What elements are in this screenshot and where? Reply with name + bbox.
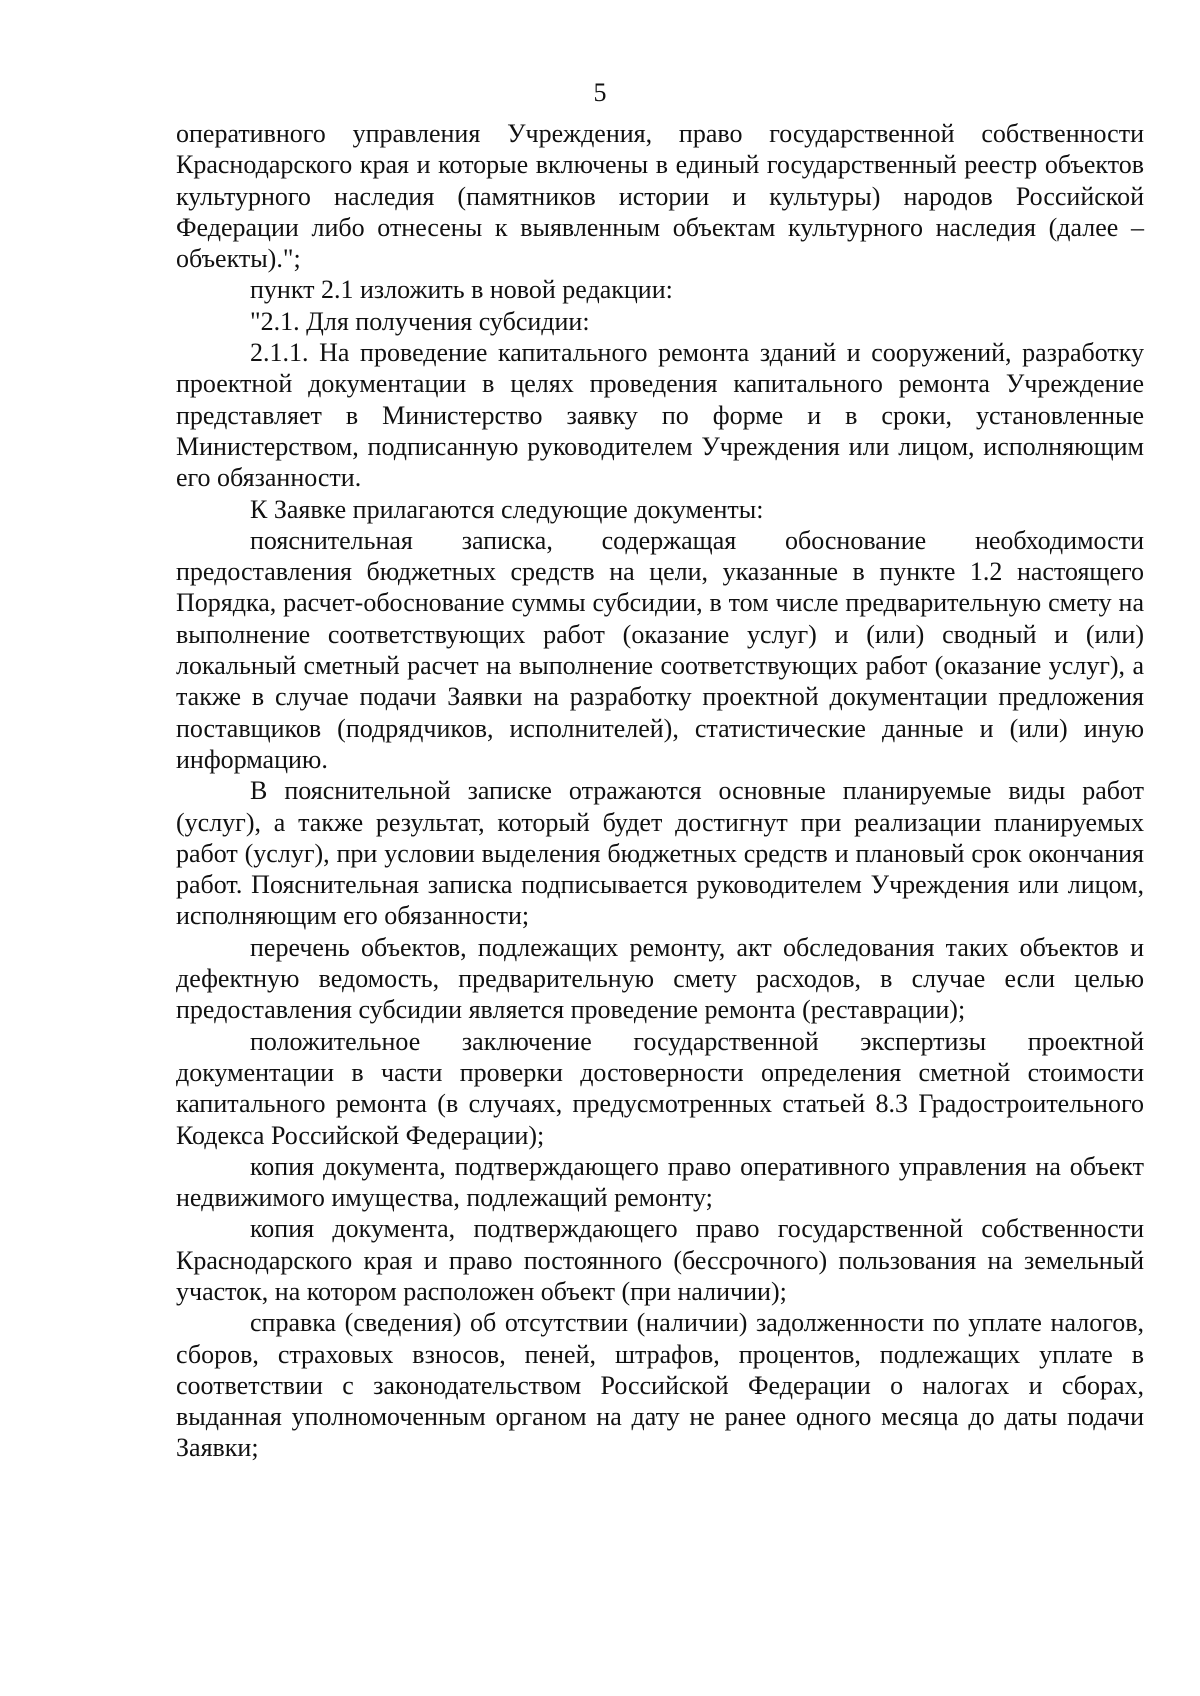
paragraph: копия документа, подтверждающего право оперативного управления на объект недвижимого имущества, подлежащий ремонту; [176, 1151, 1144, 1213]
paragraph: В пояснительной записке отражаются основные планируемые виды работ (услуг), а также результат, который будет достигнут при реализации планируемых работ (услуг), при условии выделения бюджетных средств и плановый срок окончания работ. Пояснительная записка подписывается руководителем Учреждения или лицом, исполняющим его обязанности; [176, 776, 1144, 931]
document-body [176, 118, 1144, 1464]
paragraph: перечень объектов, подлежащих ремонту, акт обследования таких объектов и дефектную ведомость, предварительную смету расходов, в случае если целью предоставления субсидии является проведение ремонта (реставрации); [176, 932, 1144, 1025]
paragraph: оперативного управления Учреждения, право государственной собственности Краснодарского края и которые включены в единый государственный реестр объектов культурного наследия (памятников истории и культуры) народов Российской Федерации либо отнесены к выявленным объектам культурного наследия (далее – объекты)."; [176, 119, 1144, 274]
paragraph: пояснительная записка, содержащая обоснование необходимости предоставления бюджетных средств на цели, указанные в пункте 1.2 настоящего Порядка, расчет-обоснование суммы субсидии, в том числе предварительную смету на выполнение соответствующих работ (оказание услуг) и (или) сводный и (или) локальный сметный расчет на выполнение соответствующих работ (оказание услуг), а также в случае подачи Заявки на разработку проектной документации предложения поставщиков (подрядчиков, исполнителей), статистические данные и (или) иную информацию. [176, 525, 1144, 774]
paragraph: 2.1.1. На проведение капитального ремонта зданий и сооружений, разработку проектной документации в целях проведения капитального ремонта Учреждение представляет в Министерство заявку по форме и в сроки, установленные Министерством, подписанную руководителем Учреждения или лицом, исполняющим его обязанности. [176, 338, 1144, 493]
paragraph: пункт 2.1 изложить в новой редакции: [250, 275, 673, 305]
paragraph: К Заявке прилагаются следующие документы: [250, 494, 764, 524]
paragraph: положительное заключение государственной экспертизы проектной документации в части проверки достоверности определения сметной стоимости капитального ремонта (в случаях, предусмотренных статьей 8.3 Градостроительного Кодекса Российской Федерации); [176, 1026, 1144, 1150]
paragraph: копия документа, подтверждающего право государственной собственности Краснодарского края и право постоянного (бессрочного) пользования на земельный участок, на котором расположен объект (при наличии); [176, 1214, 1144, 1306]
paragraph: "2.1. Для получения субсидии: [250, 306, 590, 336]
page-number: 5 [593, 78, 607, 107]
paragraph: справка (сведения) об отсутствии (наличии) задолженности по уплате налогов, сборов, страховых взносов, пеней, штрафов, процентов, подлежащих уплате в соответствии с законодательством Российской Федерации о налогах и сборах, выданная уполномоченным органом на дату не ранее одного месяца до даты подачи Заявки; [176, 1308, 1144, 1463]
